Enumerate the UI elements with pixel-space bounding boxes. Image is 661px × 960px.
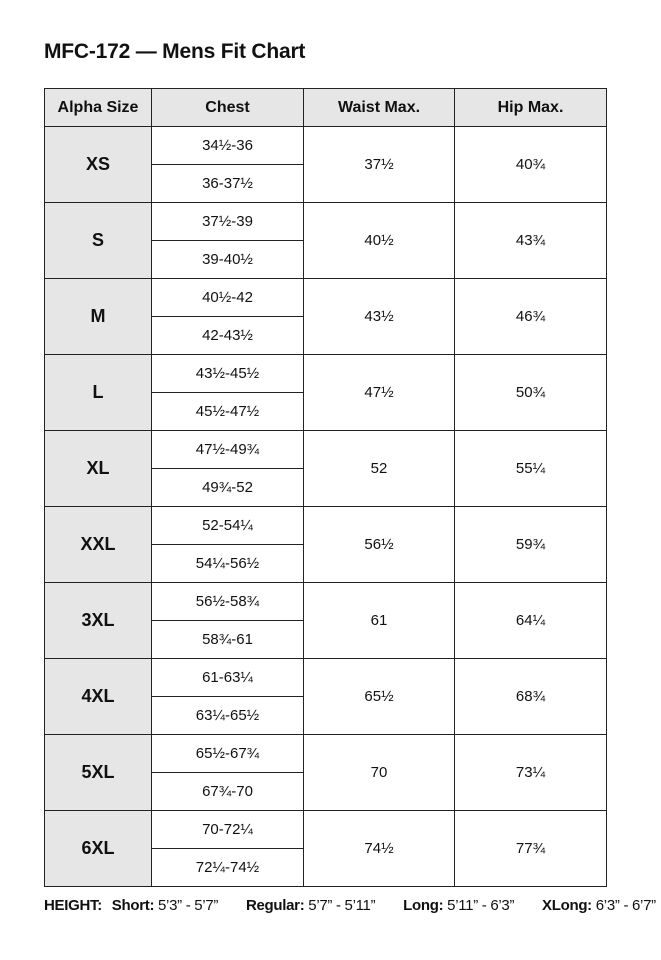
waist-cell: 61: [304, 583, 455, 659]
header-waist-max: Waist Max.: [304, 89, 455, 127]
hip-cell: 50¾: [455, 355, 607, 431]
height-xlong: [542, 897, 656, 914]
hip-cell: 68¾: [455, 659, 607, 735]
hip-cell: 64¼: [455, 583, 607, 659]
table-row: [45, 735, 607, 773]
height-legend: [44, 897, 656, 914]
height-value: 5’7” - 5’11”: [308, 897, 376, 914]
size-cell: XXL: [45, 507, 152, 583]
chest-cell: 39-40½: [152, 241, 304, 279]
size-cell: S: [45, 203, 152, 279]
chest-cell: 47½-49¾: [152, 431, 304, 469]
table-row: [45, 203, 607, 241]
height-label: HEIGHT:: [44, 897, 102, 914]
height-name: Long:: [403, 897, 444, 914]
waist-cell: 47½: [304, 355, 455, 431]
hip-cell: 55¼: [455, 431, 607, 507]
waist-cell: 40½: [304, 203, 455, 279]
height-name: Regular:: [245, 897, 305, 914]
chest-cell: 54¼-56½: [152, 545, 304, 583]
size-cell: 5XL: [45, 735, 152, 811]
chest-cell: 36-37½: [152, 165, 304, 203]
hip-cell: 73¼: [455, 735, 607, 811]
waist-cell: 37½: [304, 127, 455, 203]
waist-cell: 52: [304, 431, 455, 507]
size-cell: 4XL: [45, 659, 152, 735]
hip-cell: 77¾: [455, 811, 607, 887]
height-regular: [246, 897, 375, 914]
page-title: MFC-172 — Mens Fit Chart: [44, 40, 306, 63]
height-short: [112, 897, 218, 914]
height-value: 5’3” - 5’7”: [158, 897, 219, 914]
height-value: 5’11” - 6’3”: [447, 897, 515, 914]
table-row: [45, 431, 607, 469]
waist-cell: 74½: [304, 811, 455, 887]
waist-cell: 56½: [304, 507, 455, 583]
table-row: [45, 811, 607, 849]
chest-cell: 34½-36: [152, 127, 304, 165]
waist-cell: 65½: [304, 659, 455, 735]
chest-cell: 56½-58¾: [152, 583, 304, 621]
table-row: [45, 355, 607, 393]
table-row: [45, 659, 607, 697]
chest-cell: 40½-42: [152, 279, 304, 317]
size-cell: XS: [45, 127, 152, 203]
height-name: XLong:: [542, 897, 592, 914]
chest-cell: 63¼-65½: [152, 697, 304, 735]
hip-cell: 40¾: [455, 127, 607, 203]
size-cell: 6XL: [45, 811, 152, 887]
fit-chart-table: [44, 88, 607, 887]
header-chest: Chest: [152, 89, 304, 127]
chest-cell: 52-54¼: [152, 507, 304, 545]
chest-cell: 45½-47½: [152, 393, 304, 431]
header-hip-max: Hip Max.: [455, 89, 607, 127]
size-cell: 3XL: [45, 583, 152, 659]
hip-cell: 43¾: [455, 203, 607, 279]
chest-cell: 58¾-61: [152, 621, 304, 659]
size-cell: M: [45, 279, 152, 355]
chest-cell: 70-72¼: [152, 811, 304, 849]
chest-cell: 37½-39: [152, 203, 304, 241]
table-row: [45, 583, 607, 621]
waist-cell: 70: [304, 735, 455, 811]
hip-cell: 59¾: [455, 507, 607, 583]
chest-cell: 43½-45½: [152, 355, 304, 393]
size-cell: L: [45, 355, 152, 431]
height-name: Short:: [111, 897, 155, 914]
height-value: 6’3” - 6’7”: [595, 897, 656, 914]
table-row: [45, 127, 607, 165]
size-cell: XL: [45, 431, 152, 507]
chest-cell: 65½-67¾: [152, 735, 304, 773]
chest-cell: 61-63¼: [152, 659, 304, 697]
table-row: [45, 507, 607, 545]
chest-cell: 72¼-74½: [152, 849, 304, 887]
chest-cell: 67¾-70: [152, 773, 304, 811]
chest-cell: 49¾-52: [152, 469, 304, 507]
table-row: [45, 279, 607, 317]
height-long: [403, 897, 514, 914]
table-header-row: [45, 89, 607, 127]
chest-cell: 42-43½: [152, 317, 304, 355]
waist-cell: 43½: [304, 279, 455, 355]
header-alpha-size: Alpha Size: [45, 89, 152, 127]
hip-cell: 46¾: [455, 279, 607, 355]
